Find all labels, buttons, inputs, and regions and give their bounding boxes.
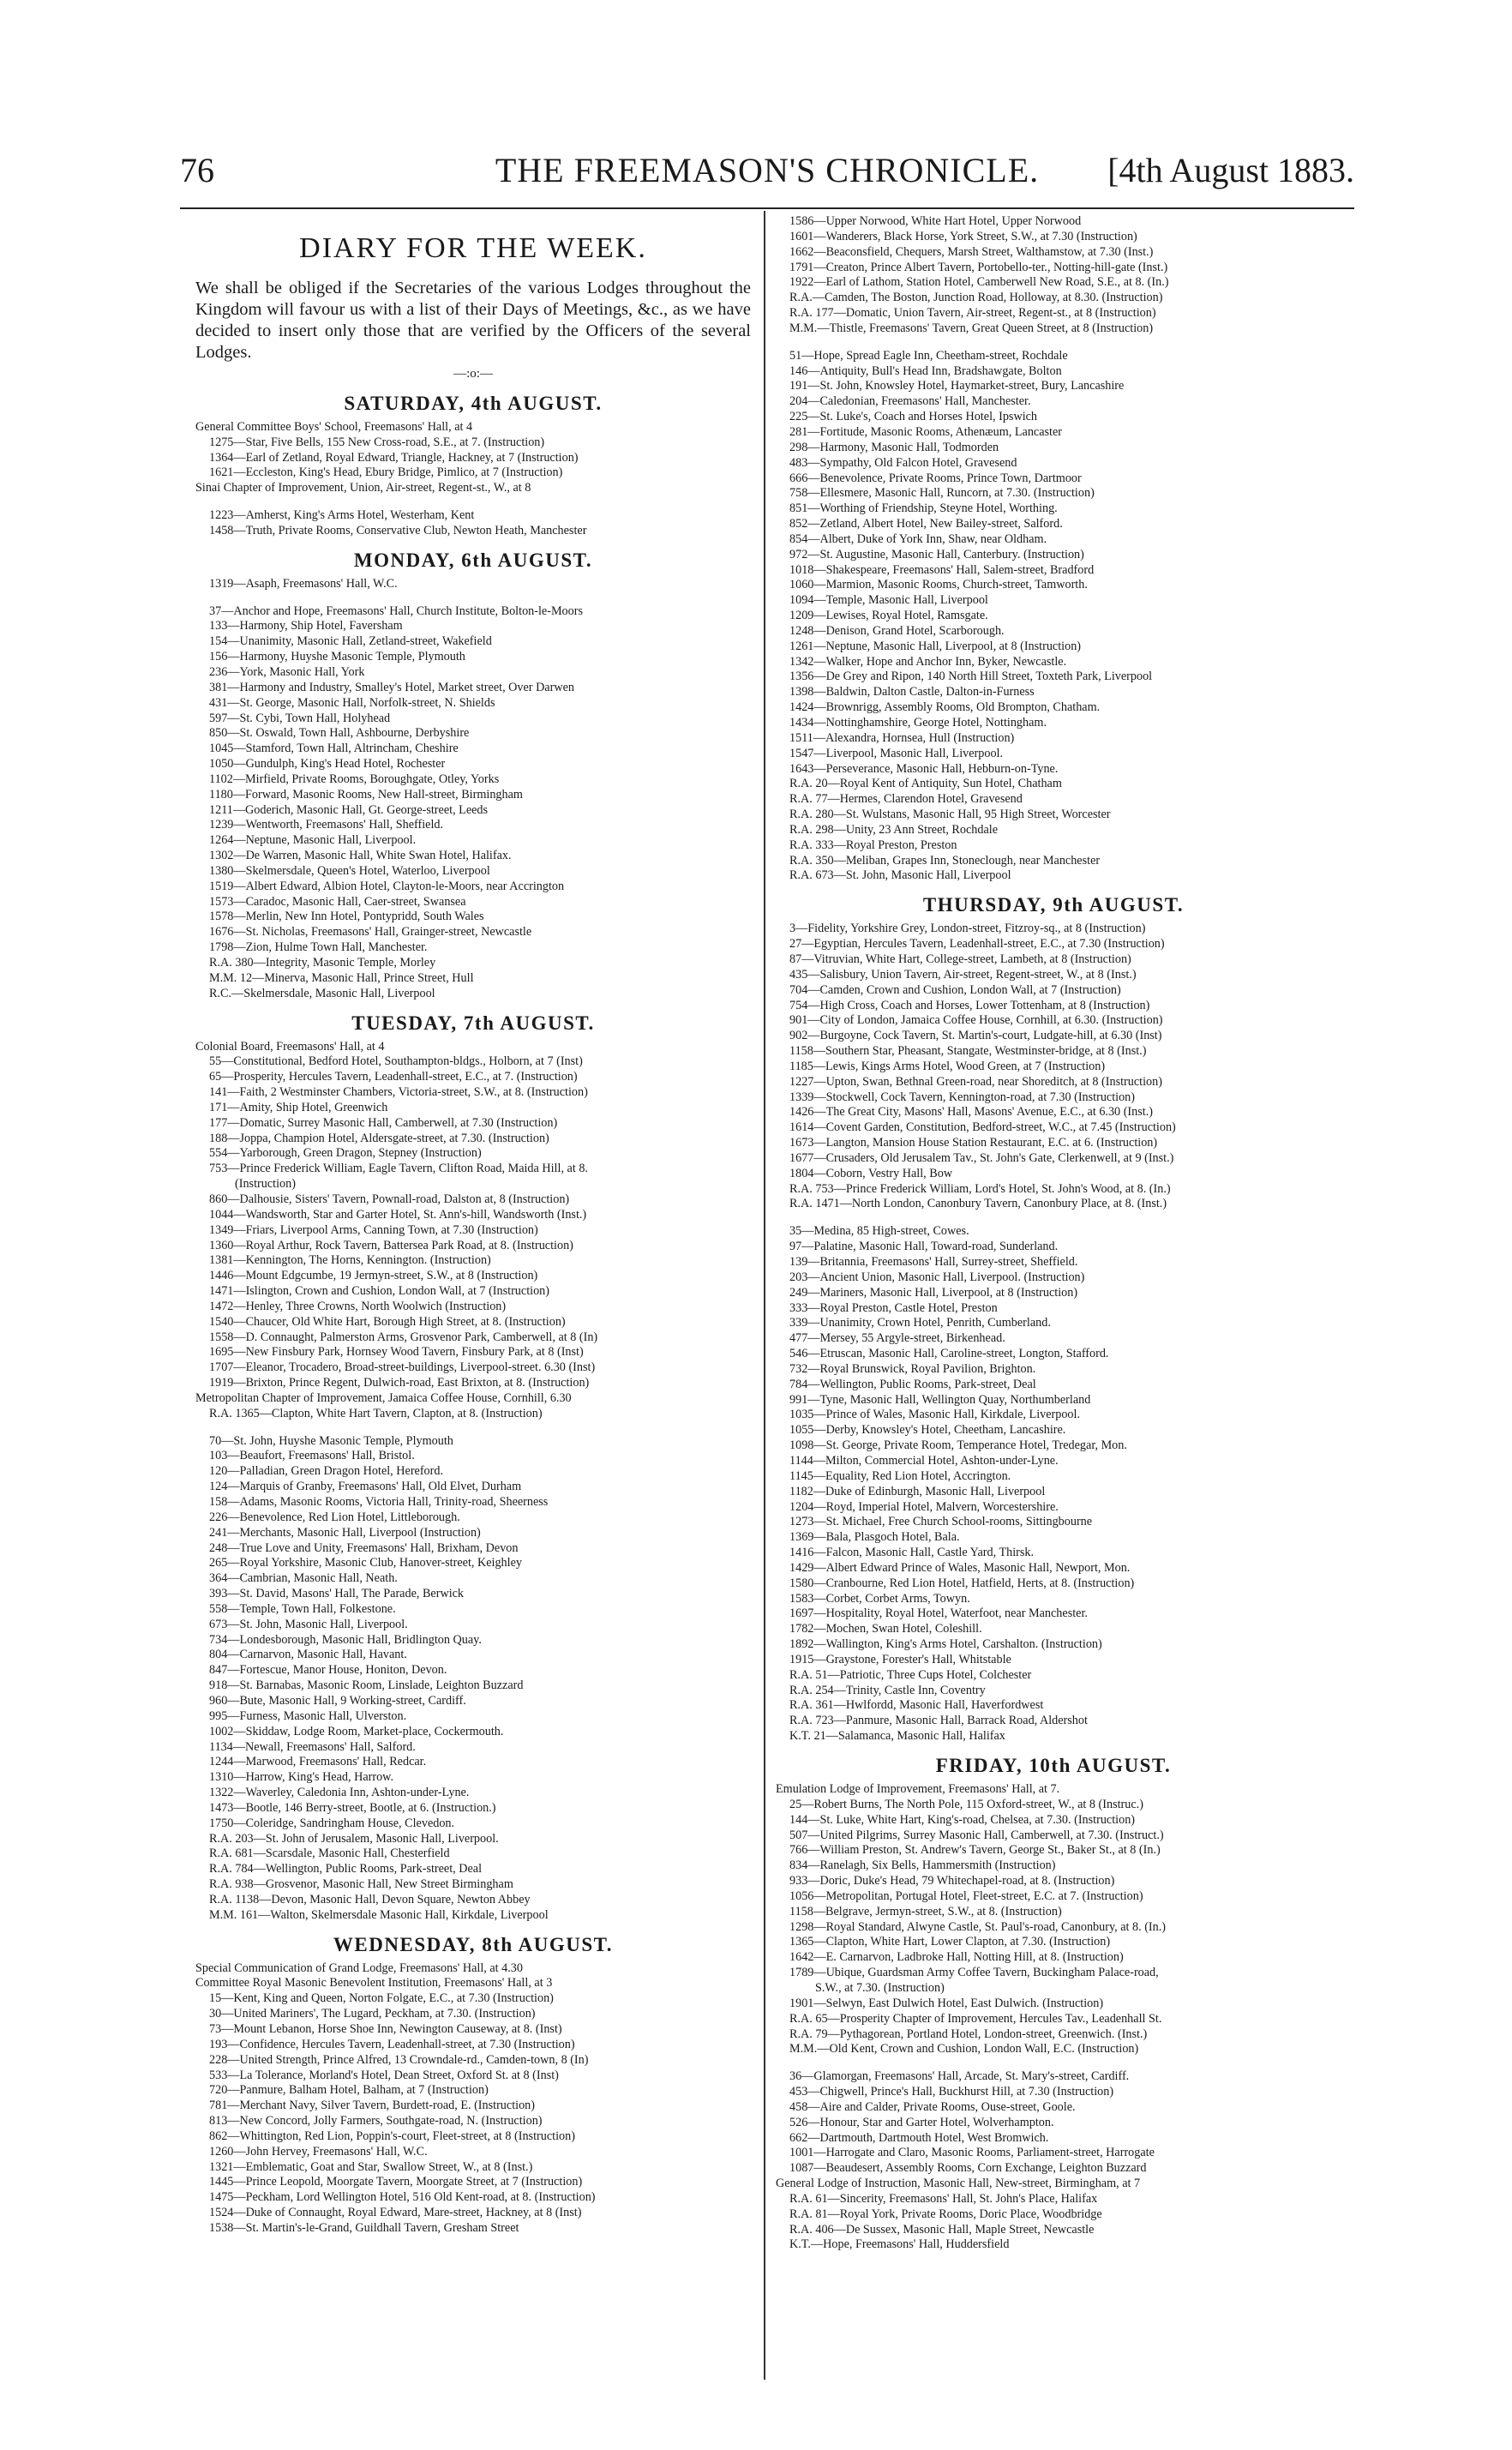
lodge-listing: 1445—Prince Leopold, Moorgate Tavern, Moorgate Street, at 7 (Instruction) — [209, 2175, 583, 2189]
lodge-listing: R.A. 1471—North London, Canonbury Tavern, Canonbury Place, at 8. (Inst.) — [789, 1197, 1167, 1211]
lodge-listing: 1310—Harrow, King's Head, Harrow. — [209, 1770, 394, 1785]
lodge-listing: 333—Royal Preston, Castle Hotel, Preston — [789, 1300, 998, 1315]
lodge-listing: 1227—Upton, Swan, Bethnal Green-road, near Shoreditch, at 8 (Instruction) — [789, 1074, 1162, 1089]
lodge-listing: 1892—Wallington, King's Arms Hotel, Carshalton. (Instruction) — [789, 1637, 1102, 1652]
lodge-listing: 146—Antiquity, Bull's Head Inn, Bradshawgate, Bolton — [789, 363, 1062, 378]
lodge-listing: 55—Constitutional, Bedford Hotel, Southampton-bldgs., Holborn, at 7 (Inst) — [209, 1054, 583, 1069]
lodge-listing: 225—St. Luke's, Coach and Horses Hotel, Ipswich — [789, 410, 1038, 424]
wednesday-listings-continued — [776, 214, 1331, 884]
lodge-listing: K.T. 21—Salamanca, Masonic Hall, Halifax — [789, 1729, 1005, 1744]
lodge-listing: 1586—Upper Norwood, White Hart Hotel, Upper Norwood — [789, 214, 1082, 228]
lodge-listing: 554—Yarborough, Green Dragon, Stepney (Instruction) — [209, 1146, 482, 1161]
lodge-listing: 1424—Brownrigg, Assembly Rooms, Old Brompton, Chatham. — [789, 700, 1101, 715]
lodge-listing: R.C.—Skelmersdale, Masonic Hall, Liverpool — [209, 986, 435, 1000]
lodge-listing: 558—Temple, Town Hall, Folkestone. — [209, 1601, 396, 1616]
lodge-listing: 1601—Wanderers, Black Horse, York Street, S.W., at 7.30 (Instruction) — [789, 229, 1137, 243]
lodge-listing: 852—Zetland, Albert Hotel, New Bailey-street, Salford. — [789, 517, 1063, 531]
monday-listings — [195, 577, 751, 1002]
lodge-listing: 249—Mariners, Masonic Hall, Liverpool, at 8 (Instruction) — [789, 1285, 1078, 1300]
lodge-listing: R.A. 681—Scarsdale, Masonic Hall, Chesterfield — [209, 1847, 450, 1861]
thursday-listings — [776, 922, 1331, 1744]
lodge-listing: 154—Unanimity, Masonic Hall, Zetland-street, Wakefield — [209, 634, 492, 649]
lodge-listing: R.A. 280—St. Wulstans, Masonic Hall, 95 High Street, Worcester — [789, 808, 1111, 822]
list-gap — [195, 592, 751, 604]
lodge-listing: 847—Fortescue, Manor House, Honiton, Devon. — [209, 1663, 447, 1678]
lodge-listing: 3—Fidelity, Yorkshire Grey, London-street, Fitzroy-sq., at 8 (Instruction) — [789, 922, 1146, 936]
lodge-listing: 70—St. John, Huyshe Masonic Temple, Plymouth — [209, 1433, 453, 1448]
lodge-listing: 1319—Asaph, Freemasons' Hall, W.C. — [209, 576, 398, 591]
lodge-listing: General Committee Boys' School, Freemasons' Hall, at 4 — [195, 419, 473, 434]
lodge-listing: 97—Palatine, Masonic Hall, Toward-road, Sunderland. — [789, 1240, 1059, 1254]
list-gap — [776, 1212, 1331, 1224]
saturday-listings — [195, 420, 751, 539]
lodge-listing: 902—Burgoyne, Cock Tavern, St. Martin's-court, Ludgate-hill, at 6.30 (Inst) — [789, 1029, 1162, 1043]
diary-intro: We shall be obliged if the Secretaries of the various Lodges throughout the Kingdom will favour us with a list of their Days of Meetings, &c., as we have decided to insert only those that are verified by the Officers of the several Lodges. — [195, 279, 751, 362]
lodge-listing: 453—Chigwell, Prince's Hall, Buckhurst Hill, at 7.30 (Instruction) — [789, 2085, 1114, 2099]
lodge-listing: 1223—Amherst, King's Arms Hotel, Westerham, Kent — [209, 508, 475, 523]
header-rule — [180, 207, 1354, 209]
lodge-listing: 120—Palladian, Green Dragon Hotel, Hereford. — [209, 1464, 444, 1479]
lodge-listing: 1750—Coleridge, Sandringham House, Clevedon. — [209, 1816, 455, 1830]
lodge-listing: R.A. 350—Meliban, Grapes Inn, Stoneclough, near Manchester — [789, 853, 1101, 868]
diary-title: DIARY FOR THE WEEK. — [299, 232, 647, 264]
lodge-listing: 1580—Cranbourne, Red Lion Hotel, Hatfield, Herts, at 8. (Instruction) — [789, 1576, 1135, 1590]
lodge-listing: R.A. 723—Panmure, Masonic Hall, Barrack Road, Aldershot — [789, 1714, 1088, 1728]
lodge-listing: 860—Dalhousie, Sisters' Tavern, Pownall-road, Dalston at, 8 (Instruction) — [209, 1192, 570, 1206]
lodge-listing: 1380—Skelmersdale, Queen's Hotel, Waterloo, Liverpool — [209, 863, 490, 878]
lodge-listing: 834—Ranelagh, Six Bells, Hammersmith (Instruction) — [789, 1859, 1056, 1873]
lodge-listing: 1185—Lewis, Kings Arms Hotel, Wood Green, at 7 (Instruction) — [789, 1059, 1106, 1073]
left-column — [195, 214, 751, 2237]
list-gap — [776, 337, 1331, 349]
lodge-listing: 1707—Eleanor, Trocadero, Broad-street-buildings, Liverpool-street. 6.30 (Inst) — [209, 1360, 596, 1375]
lodge-listing: 1519—Albert Edward, Albion Hotel, Clayton-le-Moors, near Accrington — [209, 879, 565, 893]
lodge-listing: 851—Worthing of Friendship, Steyne Hotel, Worthing. — [789, 501, 1058, 516]
lodge-listing: R.A. 1138—Devon, Masonic Hall, Devon Square, Newton Abbey — [209, 1892, 531, 1907]
lodge-listing: 1260—John Hervey, Freemasons' Hall, W.C. — [209, 2144, 428, 2159]
lodge-listing: R.A. 333—Royal Preston, Preston — [789, 838, 957, 852]
lodge-listing: 1044—Wandsworth, Star and Garter Hotel, St. Ann's-hill, Wandsworth (Inst.) — [209, 1207, 587, 1222]
lodge-listing: 1018—Shakespeare, Freemasons' Hall, Salem-street, Bradford — [789, 562, 1095, 577]
lodge-listing: R.A. 177—Domatic, Union Tavern, Air-street, Regent-st., at 8 (Instruction) — [789, 306, 1156, 321]
lodge-listing: 1578—Merlin, New Inn Hotel, Pontypridd, South Wales — [209, 910, 484, 924]
lodge-listing: Emulation Lodge of Improvement, Freemasons' Hall, at 7. — [776, 1782, 1060, 1796]
lodge-listing: 177—Domatic, Surrey Masonic Hall, Camberwell, at 7.30 (Instruction) — [209, 1115, 558, 1130]
lodge-listing: 1264—Neptune, Masonic Hall, Liverpool. — [209, 833, 417, 848]
day-heading-friday: FRIDAY, 10th AUGUST. — [935, 1755, 1172, 1776]
lodge-listing: 1697—Hospitality, Royal Hotel, Waterfoot, near Manchester. — [789, 1606, 1088, 1621]
friday-listings — [776, 1782, 1331, 2253]
lodge-listing: M.M.—Old Kent, Crown and Cushion, London Wall, E.C. (Instruction) — [789, 2042, 1139, 2057]
lodge-listing: 1511—Alexandra, Hornsea, Hull (Instruction) — [789, 730, 1015, 745]
lodge-listing: 241—Merchants, Masonic Hall, Liverpool (Instruction) — [209, 1525, 481, 1540]
lodge-listing: 141—Faith, 2 Westminster Chambers, Victoria-street, S.W., at 8. (Instruction) — [209, 1085, 588, 1100]
lodge-listing: M.M.—Thistle, Freemasons' Tavern, Great Queen Street, at 8 (Instruction) — [789, 321, 1154, 335]
issue-date: [4th August 1883. — [1107, 151, 1354, 189]
lodge-listing: 248—True Love and Unity, Freemasons' Hall, Brixham, Devon — [209, 1540, 519, 1555]
lodge-listing: 1524—Duke of Connaught, Royal Edward, Mare-street, Hackney, at 8 (Inst) — [209, 2206, 582, 2220]
lodge-listing: 507—United Pilgrims, Surrey Masonic Hall, Camberwell, at 7.30. (Instruct.) — [789, 1828, 1164, 1842]
lodge-listing: 1045—Stamford, Town Hall, Altrincham, Cheshire — [209, 742, 459, 756]
list-gap — [195, 496, 751, 508]
lodge-listing: K.T.—Hope, Freemasons' Hall, Huddersfield — [789, 2237, 1010, 2252]
lodge-listing: 1244—Marwood, Freemasons' Hall, Redcar. — [209, 1755, 427, 1769]
lodge-listing: 1087—Beaudesert, Assembly Rooms, Corn Exchange, Leighton Buzzard — [789, 2161, 1147, 2176]
lodge-listing: 784—Wellington, Public Rooms, Park-street, Deal — [789, 1377, 1036, 1391]
publication-title: THE FREEMASON'S CHRONICLE. — [495, 151, 1040, 189]
lodge-listing: M.M. 12—Minerva, Masonic Hall, Prince Street, Hull — [209, 970, 474, 985]
list-gap — [195, 1422, 751, 1434]
lodge-listing: 1050—Gundulph, King's Head Hotel, Rochester — [209, 757, 446, 772]
lodge-listing: 1035—Prince of Wales, Masonic Hall, Kirkdale, Liverpool. — [789, 1408, 1081, 1422]
lodge-listing: 1804—Coborn, Vestry Hall, Bow — [789, 1166, 953, 1180]
right-column — [776, 214, 1331, 2253]
lodge-listing: 1342—Walker, Hope and Anchor Inn, Byker, Newcastle. — [789, 654, 1067, 669]
lodge-listing: 1471—Islington, Crown and Cushion, London Wall, at 7 (Instruction) — [209, 1284, 549, 1299]
lodge-listing: Colonial Board, Freemasons' Hall, at 4 — [195, 1039, 385, 1054]
lodge-listing: Special Communication of Grand Lodge, Freemasons' Hall, at 4.30 — [195, 1961, 523, 1975]
lodge-listing: 758—Ellesmere, Masonic Hall, Runcorn, at 7.30. (Instruction) — [789, 486, 1095, 501]
column-divider — [764, 211, 765, 2380]
lodge-listing: 1677—Crusaders, Old Jerusalem Tav., St. John's Gate, Clerkenwell, at 9 (Inst.) — [789, 1150, 1174, 1165]
lodge-listing: 1322—Waverley, Caledonia Inn, Ashton-under-Lyne. — [209, 1786, 470, 1800]
lodge-listing: 546—Etruscan, Masonic Hall, Caroline-street, Longton, Stafford. — [789, 1347, 1109, 1361]
lodge-listing: 1662—Beaconsfield, Chequers, Marsh Street, Walthamstow, at 7.30 (Inst.) — [789, 244, 1154, 259]
lodge-listing: R.A. 61—Sincerity, Freemasons' Hall, St. John's Place, Halifax — [789, 2191, 1098, 2206]
lodge-listing: Sinai Chapter of Improvement, Union, Air-street, Regent-st., W., at 8 — [195, 481, 531, 495]
lodge-listing: 1158—Southern Star, Pheasant, Stangate, Westminster-bridge, at 8 (Inst.) — [789, 1044, 1147, 1059]
lodge-listing: 850—St. Oswald, Town Hall, Ashbourne, Derbyshire — [209, 726, 470, 741]
lodge-listing: 1429—Albert Edward Prince of Wales, Masonic Hall, Newport, Mon. — [789, 1560, 1131, 1575]
lodge-listing: R.A. 51—Patriotic, Three Cups Hotel, Colchester — [789, 1667, 1032, 1682]
lodge-listing: 1239—Wentworth, Freemasons' Hall, Sheffield. — [209, 818, 444, 832]
lodge-listing: 1098—St. George, Private Room, Temperance Hotel, Tredegar, Mon. — [789, 1438, 1127, 1453]
lodge-listing: 1540—Chaucer, Old White Hart, Borough High Street, at 8. (Instruction) — [209, 1314, 566, 1329]
lodge-listing: R.A.—Camden, The Boston, Junction Road, Holloway, at 8.30. (Instruction) — [789, 291, 1163, 305]
lodge-listing: 144—St. Luke, White Hart, King's-road, Chelsea, at 7.30. (Instruction) — [789, 1812, 1136, 1827]
lodge-listing: 781—Merchant Navy, Silver Tavern, Burdett-road, E. (Instruction) — [209, 2099, 535, 2113]
lodge-listing: Committee Royal Masonic Benevolent Institution, Freemasons' Hall, at 3 — [195, 1976, 553, 1991]
lodge-listing: 1275—Star, Five Bells, 155 New Cross-road, S.E., at 7. (Instruction) — [209, 435, 545, 449]
lodge-listing: 133—Harmony, Ship Hotel, Faversham — [209, 619, 403, 634]
lodge-listing: 171—Amity, Ship Hotel, Greenwich — [209, 1100, 388, 1114]
lodge-listing: 1321—Emblematic, Goat and Star, Swallow Street, W., at 8 (Inst.) — [209, 2159, 533, 2174]
lodge-listing: 339—Unanimity, Crown Hotel, Penrith, Cumberland. — [789, 1316, 1051, 1330]
lodge-listing: 662—Dartmouth, Dartmouth Hotel, West Bromwich. — [789, 2130, 1049, 2145]
lodge-listing: R.A. 79—Pythagorean, Portland Hotel, London-street, Greenwich. (Inst.) — [789, 2027, 1148, 2041]
lodge-listing: 139—Britannia, Freemasons' Hall, Surrey-street, Sheffield. — [789, 1255, 1078, 1269]
lodge-listing: 1798—Zion, Hulme Town Hall, Manchester. — [209, 940, 428, 955]
lodge-listing: 1642—E. Carnarvon, Ladbroke Hall, Notting Hill, at 8. (Instruction) — [789, 1950, 1124, 1965]
lodge-listing: 1145—Equality, Red Lion Hotel, Accrington. — [789, 1468, 1011, 1483]
lodge-listing: 732—Royal Brunswick, Royal Pavilion, Brighton. — [789, 1361, 1036, 1376]
lodge-listing: 1434—Nottinghamshire, George Hotel, Nottingham. — [789, 716, 1047, 730]
lodge-listing: 73—Mount Lebanon, Horse Shoe Inn, Newington Causeway, at 8. (Inst) — [209, 2022, 562, 2036]
lodge-listing: 25—Robert Burns, The North Pole, 115 Oxford-street, W., at 8 (Instruc.) — [789, 1797, 1143, 1811]
lodge-listing: M.M. 161—Walton, Skelmersdale Masonic Hall, Kirkdale, Liverpool — [209, 1907, 549, 1922]
lodge-listing: R.A. 298—Unity, 23 Ann Street, Rochdale — [789, 822, 999, 837]
lodge-listing: 1339—Stockwell, Cock Tavern, Kennington-road, at 7.30 (Instruction) — [789, 1090, 1136, 1104]
lodge-listing: R.A. 938—Grosvenor, Masonic Hall, New Street Birmingham — [209, 1877, 513, 1892]
lodge-listing: 862—Whittington, Red Lion, Poppin's-court, Fleet-street, at 8 (Instruction) — [209, 2129, 575, 2143]
lodge-listing: 158—Adams, Masonic Rooms, Victoria Hall, Trinity-road, Sheerness — [209, 1495, 549, 1509]
lodge-listing: 1791—Creaton, Prince Albert Tavern, Portobello-ter., Notting-hill-gate (Inst.) — [789, 260, 1168, 274]
lodge-listing: 673—St. John, Masonic Hall, Liverpool. — [209, 1617, 408, 1631]
lodge-listing: 435—Salisbury, Union Tavern, Air-street, Regent-street, W., at 8 (Inst.) — [789, 967, 1137, 982]
lodge-listing: R.A. 1365—Clapton, White Hart Tavern, Clapton, at 8. (Instruction) — [209, 1406, 543, 1420]
lodge-listing: 36—Glamorgan, Freemasons' Hall, Arcade, St. Mary's-street, Cardiff. — [789, 2069, 1130, 2084]
lodge-listing: 754—High Cross, Coach and Horses, Lower Tottenham, at 8 (Instruction) — [789, 998, 1150, 1012]
lodge-listing: 458—Aire and Calder, Private Rooms, Ouse-street, Goole. — [789, 2099, 1076, 2114]
lodge-listing: 124—Marquis of Granby, Freemasons' Hall, Old Elvet, Durham — [209, 1480, 522, 1494]
page-header — [180, 150, 1354, 198]
lodge-listing: 766—William Preston, St. Andrew's Tavern, George St., Baker St., at 8 (In.) — [789, 1843, 1161, 1858]
lodge-listing: 1643—Perseverance, Masonic Hall, Hebburn-on-Tyne. — [789, 761, 1059, 776]
lodge-listing: 364—Cambrian, Masonic Hall, Neath. — [209, 1571, 398, 1586]
lodge-listing: 1261—Neptune, Masonic Hall, Liverpool, at 8 (Instruction) — [789, 639, 1082, 653]
lodge-listing: Metropolitan Chapter of Improvement, Jamaica Coffee House, Cornhill, 6.30 — [195, 1390, 572, 1405]
lodge-listing: 1356—De Grey and Ripon, 140 North Hill Street, Toxteth Park, Liverpool — [789, 670, 1153, 684]
lodge-listing: 281—Fortitude, Masonic Rooms, Athenæum, Lancaster — [789, 424, 1062, 439]
lodge-listing: 1298—Royal Standard, Alwyne Castle, St. Paul's-road, Canonbury, at 8. (In.) — [789, 1919, 1167, 1934]
wednesday-listings — [195, 1961, 751, 2237]
lodge-listing: 753—Prince Frederick William, Eagle Tavern, Clifton Road, Maida Hill, at 8. — [209, 1162, 588, 1176]
lodge-listing: 1248—Denison, Grand Hotel, Scarborough. — [789, 623, 1005, 638]
lodge-listing: 1614—Covent Garden, Constitution, Bedford-street, W.C., at 7.45 (Instruction) — [789, 1120, 1176, 1135]
lodge-listing: 381—Harmony and Industry, Smalley's Hotel, Market street, Over Darwen — [209, 680, 574, 694]
lodge-listing: 1209—Lewises, Royal Hotel, Ramsgate. — [789, 609, 988, 623]
lodge-listing: 1360—Royal Arthur, Rock Tavern, Battersea Park Road, at 8. (Instruction) — [209, 1238, 573, 1252]
lodge-listing: 1573—Caradoc, Masonic Hall, Caer-street, Swansea — [209, 894, 466, 909]
lodge-listing: 666—Benevolence, Private Rooms, Prince Town, Dartmoor — [789, 471, 1082, 485]
lodge-listing: R.A. 784—Wellington, Public Rooms, Park-street, Deal — [209, 1862, 483, 1877]
lodge-listing: S.W., at 7.30. (Instruction) — [815, 1980, 945, 1995]
lodge-listing: R.A. 673—St. John, Masonic Hall, Liverpool — [789, 868, 1011, 883]
lodge-listing: 933—Doric, Duke's Head, 79 Whitechapel-road, at 8. (Instruction) — [789, 1874, 1115, 1889]
lodge-listing: 1782—Mochen, Swan Hotel, Coleshill. — [789, 1622, 982, 1636]
lodge-listing: 1695—New Finsbury Park, Hornsey Wood Tavern, Finsbury Park, at 8 (Inst) — [209, 1345, 584, 1360]
day-heading-saturday: SATURDAY, 4th AUGUST. — [344, 392, 603, 414]
lodge-listing: 1416—Falcon, Masonic Hall, Castle Yard, Thirsk. — [789, 1546, 1035, 1560]
lodge-listing: 1381—Kennington, The Horns, Kennington. (Instruction) — [209, 1253, 491, 1268]
lodge-listing: 1094—Temple, Masonic Hall, Liverpool — [789, 593, 988, 608]
lodge-listing: 1002—Skiddaw, Lodge Room, Market-place, Cockermouth. — [209, 1724, 504, 1738]
lodge-listing: 1001—Harrogate and Claro, Masonic Rooms, Parliament-street, Harrogate — [789, 2146, 1155, 2160]
lodge-listing: 191—St. John, Knowsley Hotel, Haymarket-street, Bury, Lancashire — [789, 379, 1125, 393]
lodge-listing: 431—St. George, Masonic Hall, Norfolk-street, N. Shields — [209, 695, 495, 710]
lodge-listing: 720—Panmure, Balham Hotel, Balham, at 7 (Instruction) — [209, 2083, 489, 2098]
lodge-listing: 1211—Goderich, Masonic Hall, Gt. George-street, Leeds — [209, 802, 489, 817]
lodge-listing: 393—St. David, Masons' Hall, The Parade, Berwick — [209, 1587, 465, 1601]
lodge-listing: 901—City of London, Jamaica Coffee House, Cornhill, at 6.30. (Instruction) — [789, 1013, 1163, 1028]
lodge-listing: R.A. 20—Royal Kent of Antiquity, Sun Hotel, Chatham — [789, 777, 1062, 791]
lodge-listing: 734—Londesborough, Masonic Hall, Bridlington Quay. — [209, 1632, 482, 1647]
lodge-listing: 188—Joppa, Champion Hotel, Aldersgate-street, at 7.30. (Instruction) — [209, 1131, 549, 1145]
lodge-listing: (Instruction) — [235, 1177, 296, 1192]
lodge-listing: 1901—Selwyn, East Dulwich Hotel, East Dulwich. (Instruction) — [789, 1996, 1104, 2010]
lodge-listing: 1398—Baldwin, Dalton Castle, Dalton-in-Furness — [789, 685, 1035, 700]
lodge-listing: R.A. 406—De Sussex, Masonic Hall, Maple Street, Newcastle — [789, 2222, 1095, 2237]
day-heading-monday: MONDAY, 6th AUGUST. — [353, 549, 593, 571]
lodge-listing: 526—Honour, Star and Garter Hotel, Wolverhampton. — [789, 2115, 1054, 2129]
lodge-listing: 1475—Peckham, Lord Wellington Hotel, 516 Old Kent-road, at 8. (Instruction) — [209, 2190, 596, 2205]
lodge-listing: 1204—Royd, Imperial Hotel, Malvern, Worcestershire. — [789, 1499, 1059, 1514]
lodge-listing: 265—Royal Yorkshire, Masonic Club, Hanover-street, Keighley — [209, 1556, 522, 1570]
lodge-listing: 1055—Derby, Knowsley's Hotel, Cheetham, Lancashire. — [789, 1423, 1066, 1438]
lodge-listing: 1922—Earl of Lathom, Station Hotel, Camberwell New Road, S.E., at 8. (In.) — [789, 275, 1169, 290]
lodge-listing: 1364—Earl of Zetland, Royal Edward, Triangle, Hackney, at 7 (Instruction) — [209, 450, 579, 465]
lodge-listing: 236—York, Masonic Hall, York — [209, 664, 365, 679]
lodge-listing: 1789—Ubique, Guardsman Army Coffee Tavern, Buckingham Palace-road, — [789, 1966, 1159, 1980]
separator: —:o:— — [453, 367, 493, 381]
lodge-listing: 704—Camden, Crown and Cushion, London Wall, at 7 (Instruction) — [789, 982, 1121, 997]
lodge-listing: 156—Harmony, Huyshe Masonic Temple, Plymouth — [209, 650, 465, 664]
lodge-listing: 1446—Mount Edgcumbe, 19 Jermyn-street, S.W., at 8 (Instruction) — [209, 1269, 538, 1283]
lodge-listing: 298—Harmony, Masonic Hall, Todmorden — [789, 440, 999, 454]
lodge-listing: 1365—Clapton, White Hart, Lower Clapton, at 7.30. (Instruction) — [789, 1935, 1111, 1949]
lodge-listing: R.A. 380—Integrity, Masonic Temple, Morley — [209, 956, 436, 970]
lodge-listing: 1473—Bootle, 146 Berry-street, Bootle, at 6. (Instruction.) — [209, 1800, 496, 1815]
lodge-listing: 960—Bute, Masonic Hall, 9 Working-street, Cardiff. — [209, 1693, 466, 1708]
lodge-listing: 1060—Marmion, Masonic Rooms, Church-street, Tamworth. — [789, 578, 1088, 592]
lodge-listing: 1302—De Warren, Masonic Hall, White Swan Hotel, Halifax. — [209, 849, 512, 863]
lodge-listing: R.A. 203—St. John of Jerusalem, Masonic Hall, Liverpool. — [209, 1831, 499, 1846]
lodge-listing: 804—Carnarvon, Masonic Hall, Havant. — [209, 1648, 407, 1662]
lodge-listing: 1102—Mirfield, Private Rooms, Boroughgate, Otley, Yorks — [209, 772, 500, 786]
lodge-listing: 87—Vitruvian, White Hart, College-street, Lambeth, at 8 (Instruction) — [789, 952, 1131, 966]
lodge-listing: 228—United Strength, Prince Alfred, 13 Crowndale-rd., Camden-town, 8 (In) — [209, 2052, 589, 2067]
lodge-listing: 918—St. Barnabas, Masonic Room, Linslade, Leighton Buzzard — [209, 1678, 524, 1693]
lodge-listing: 854—Albert, Duke of York Inn, Shaw, near Oldham. — [789, 531, 1047, 546]
lodge-listing: 51—Hope, Spread Eagle Inn, Cheetham-street, Rochdale — [789, 348, 1068, 363]
lodge-listing: 65—Prosperity, Hercules Tavern, Leadenhall-street, E.C., at 7. (Instruction) — [209, 1070, 578, 1084]
page-number: 76 — [180, 151, 214, 189]
lodge-listing: 37—Anchor and Hope, Freemasons' Hall, Church Institute, Bolton-le-Moors — [209, 603, 583, 618]
lodge-listing: 1538—St. Martin's-le-Grand, Guildhall Tavern, Gresham Street — [209, 2220, 519, 2235]
lodge-listing: 1458—Truth, Private Rooms, Conservative Club, Newton Heath, Manchester — [209, 523, 587, 537]
lodge-listing: 1134—Newall, Freemasons' Hall, Salford. — [209, 1739, 416, 1754]
lodge-listing: 30—United Mariners', The Lugard, Peckham, at 7.30. (Instruction) — [209, 2007, 536, 2021]
lodge-listing: 1676—St. Nicholas, Freemasons' Hall, Grainger-street, Newcastle — [209, 925, 532, 940]
lodge-listing: R.A. 65—Prosperity Chapter of Improvement, Hercules Tav., Leadenhall St. — [789, 2011, 1162, 2026]
day-heading-tuesday: TUESDAY, 7th AUGUST. — [351, 1012, 595, 1034]
lodge-listing: 1547—Liverpool, Masonic Hall, Liverpool. — [789, 746, 1004, 760]
lodge-listing: 193—Confidence, Hercules Tavern, Leadenhall-street, at 7.30 (Instruction) — [209, 2037, 575, 2051]
lodge-listing: 1472—Henley, Three Crowns, North Woolwich (Instruction) — [209, 1299, 507, 1313]
lodge-listing: 813—New Concord, Jolly Farmers, Southgate-road, N. (Instruction) — [209, 2114, 543, 2129]
lodge-listing: R.A. 361—Hwlfordd, Masonic Hall, Haverfordwest — [789, 1698, 1044, 1713]
lodge-listing: 226—Benevolence, Red Lion Hotel, Littleborough. — [209, 1510, 460, 1524]
lodge-listing: 203—Ancient Union, Masonic Hall, Liverpool. (Instruction) — [789, 1270, 1085, 1284]
lodge-listing: 35—Medina, 85 High-street, Cowes. — [789, 1224, 969, 1239]
lodge-listing: R.A. 77—Hermes, Clarendon Hotel, Gravesend — [789, 792, 1023, 807]
lodge-listing: 103—Beaufort, Freemasons' Hall, Bristol. — [209, 1449, 415, 1463]
lodge-listing: 1182—Duke of Edinburgh, Masonic Hall, Liverpool — [789, 1484, 1046, 1498]
lodge-listing: 1915—Graystone, Forester's Hall, Whitstable — [789, 1652, 1011, 1666]
lodge-listing: R.A. 81—Royal York, Private Rooms, Doric Place, Woodbridge — [789, 2207, 1102, 2221]
day-heading-thursday: THURSDAY, 9th AUGUST. — [922, 894, 1185, 916]
lodge-listing: 204—Caledonian, Freemasons' Hall, Manchester. — [789, 394, 1031, 409]
lodge-listing: 533—La Tolerance, Morland's Hotel, Dean Street, Oxford St. at 8 (Inst) — [209, 2068, 559, 2082]
lodge-listing: 991—Tyne, Masonic Hall, Wellington Quay, Northumberland — [789, 1392, 1091, 1407]
lodge-listing: General Lodge of Instruction, Masonic Hall, New-street, Birmingham, at 7 — [776, 2177, 1141, 2191]
list-gap — [776, 2057, 1331, 2069]
lodge-listing: 483—Sympathy, Old Falcon Hotel, Gravesend — [789, 455, 1017, 470]
lodge-listing: 995—Furness, Masonic Hall, Ulverston. — [209, 1708, 407, 1723]
lodge-listing: 1621—Eccleston, King's Head, Ebury Bridge, Pimlico, at 7 (Instruction) — [209, 465, 563, 480]
lodge-listing: 1180—Forward, Masonic Rooms, New Hall-street, Birmingham — [209, 787, 523, 802]
lodge-listing: 477—Mersey, 55 Argyle-street, Birkenhead. — [789, 1331, 1005, 1346]
lodge-listing: 1144—Milton, Commercial Hotel, Ashton-under-Lyne. — [789, 1453, 1059, 1468]
lodge-listing: 1919—Brixton, Prince Regent, Dulwich-road, East Brixton, at 8. (Instruction) — [209, 1376, 590, 1390]
lodge-listing: 1158—Belgrave, Jermyn-street, S.W., at 8. (Instruction) — [789, 1904, 1062, 1919]
lodge-listing: 1349—Friars, Liverpool Arms, Canning Town, at 7.30 (Instruction) — [209, 1222, 538, 1237]
lodge-listing: 597—St. Cybi, Town Hall, Holyhead — [209, 711, 391, 725]
lodge-listing: 1558—D. Connaught, Palmerston Arms, Grosvenor Park, Camberwell, at 8 (In) — [209, 1330, 598, 1344]
lodge-listing: 1273—St. Michael, Free Church School-rooms, Sittingbourne — [789, 1515, 1093, 1529]
lodge-listing: R.A. 254—Trinity, Castle Inn, Coventry — [789, 1683, 986, 1697]
lodge-listing: 1673—Langton, Mansion House Station Restaurant, E.C. at 6. (Instruction) — [789, 1136, 1158, 1150]
lodge-listing: 972—St. Augustine, Masonic Hall, Canterbury. (Instruction) — [789, 547, 1084, 561]
lodge-listing: 1056—Metropolitan, Portugal Hotel, Fleet-street, E.C. at 7. (Instruction) — [789, 1889, 1143, 1903]
lodge-listing: R.A. 753—Prince Frederick William, Lord's Hotel, St. John's Wood, at 8. (In.) — [789, 1181, 1171, 1196]
tuesday-listings — [195, 1040, 751, 1924]
lodge-listing: 1426—The Great City, Masons' Hall, Masons' Avenue, E.C., at 6.30 (Inst.) — [789, 1105, 1153, 1120]
day-heading-wednesday: WEDNESDAY, 8th AUGUST. — [333, 1933, 614, 1955]
lodge-listing: 15—Kent, King and Queen, Norton Folgate, E.C., at 7.30 (Instruction) — [209, 1991, 554, 2006]
lodge-listing: 27—Egyptian, Hercules Tavern, Leadenhall-street, E.C., at 7.30 (Instruction) — [789, 937, 1165, 952]
lodge-listing: 1583—Corbet, Corbet Arms, Towyn. — [789, 1591, 970, 1606]
lodge-listing: 1369—Bala, Plasgoch Hotel, Bala. — [789, 1530, 960, 1545]
